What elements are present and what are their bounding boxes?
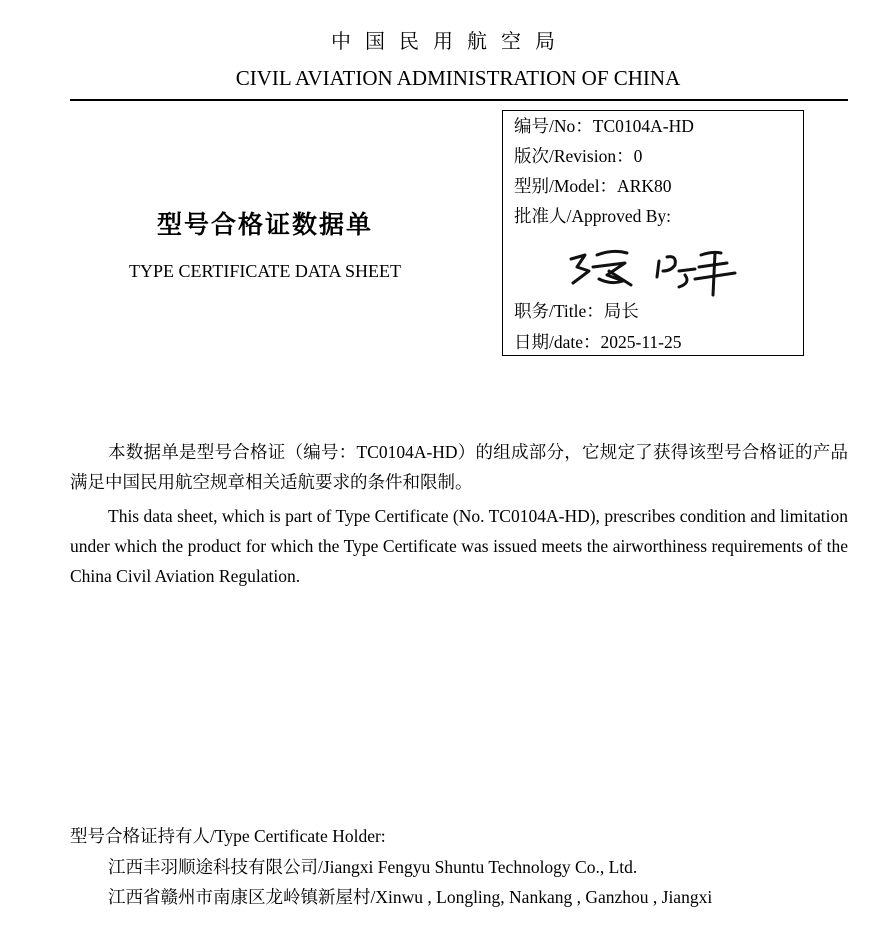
certificate-revision: 版次/Revision：0 [514, 146, 643, 166]
approver-title: 职务/Title：局长 [514, 301, 639, 321]
certificate-info-box [502, 110, 804, 356]
holder-label: 型号合格证持有人/Type Certificate Holder: [70, 826, 386, 846]
statement-paragraph-en: This data sheet, which is part of Type Certificate (No. TC0104A-HD), prescribes condition and limitation under which the product for which the Type Certificate was issued meets the airworthiness requirements of the China Civil Aviation Regulation. [70, 506, 848, 586]
statement-paragraph-cn: 本数据单是型号合格证（编号：TC0104A-HD）的组成部分，它规定了获得该型号合格证的产品满足中国民用航空规章相关适航要求的条件和限制。 [70, 442, 848, 492]
holder-company: 江西丰羽顺途科技有限公司/Jiangxi Fengyu Shuntu Technology Co., Ltd. [108, 857, 638, 877]
handwritten-signature [563, 241, 753, 299]
approval-date: 日期/date：2025-11-25 [514, 332, 682, 352]
holder-address: 江西省赣州市南康区龙岭镇新屋村/Xinwu , Longling, Nankang , Ganzhou , Jiangxi [108, 887, 713, 907]
certificate-number: 编号/No：TC0104A-HD [514, 116, 694, 136]
header-org-cn: 中国民用航空局 [331, 31, 569, 53]
document-title-cn: 型号合格证数据单 [156, 212, 373, 239]
header-divider [70, 99, 848, 101]
header-org-en: CIVIL AVIATION ADMINISTRATION OF CHINA [235, 66, 681, 90]
document-title-en: TYPE CERTIFICATE DATA SHEET [129, 261, 401, 281]
certificate-model: 型别/Model：ARK80 [514, 176, 672, 196]
approved-by-label: 批准人/Approved By: [514, 206, 672, 226]
